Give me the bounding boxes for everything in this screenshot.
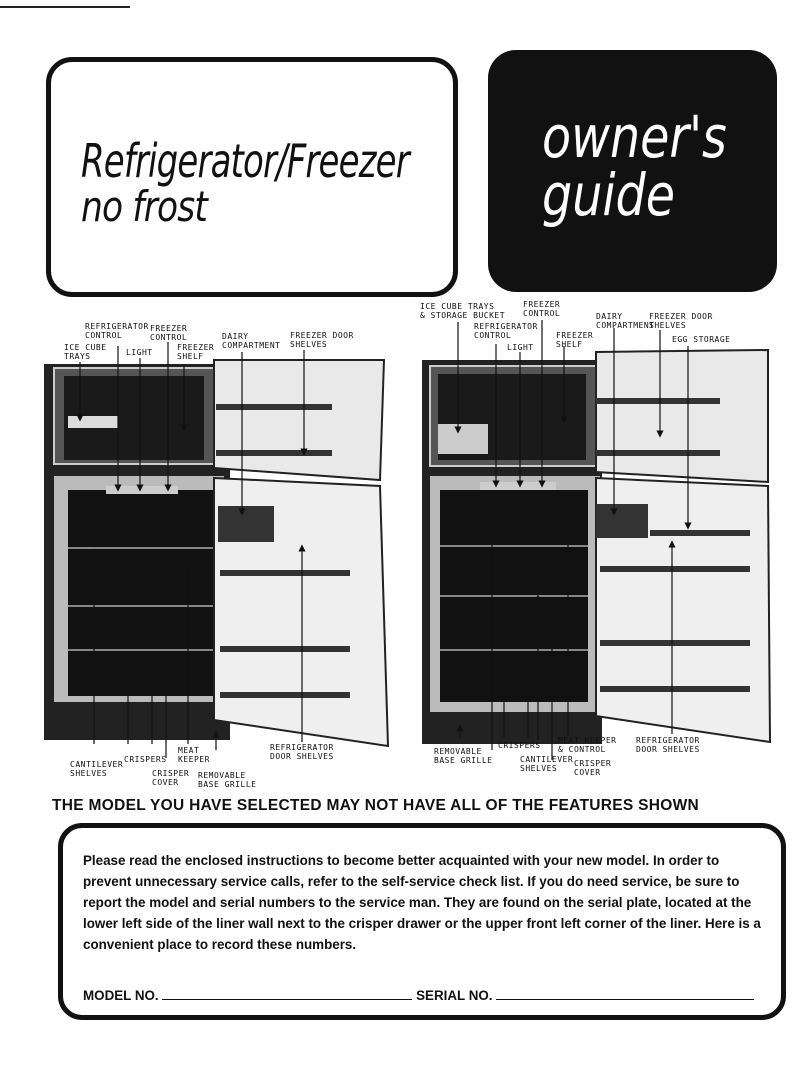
label-right-ice-cube-trays-bucket: ICE CUBE TRAYS & STORAGE BUCKET	[420, 302, 506, 320]
serial-number-label: SERIAL NO.	[416, 988, 493, 1003]
guide-line-2: guide	[542, 161, 676, 229]
label-left-cantilever-shelves: CANTILEVER SHELVES	[70, 760, 124, 778]
left-refrigerator-illustration	[44, 360, 388, 746]
label-left-meat-keeper: MEAT KEEPER	[178, 746, 210, 764]
info-paragraph: Please read the enclosed instructions to become better acquainted with your new model. In order to prevent unnecessary service calls, refer to the self-service check list. If you do need service, be sure to report the model and serial numbers to the service man. They are found on the serial plate, located at the lower left side of the liner wall next to the crisper drawer or the upper front left corner of the liner. Here is a convenient place to record these numbers.	[83, 853, 761, 952]
label-right-dairy-compartment: DAIRY COMPARTMENT	[596, 312, 655, 330]
label-right-freezer-control: FREEZER CONTROL	[523, 300, 561, 318]
label-right-removable-base-grille: REMOVABLE BASE GRILLE	[434, 747, 493, 765]
label-left-crispers: CRISPERS	[124, 755, 167, 764]
model-number-line[interactable]	[162, 998, 412, 1000]
label-right-refrigerator-door-shelves: REFRIGERATOR DOOR SHELVES	[636, 736, 700, 754]
top-rule	[0, 6, 130, 8]
title-box	[46, 57, 458, 297]
label-right-freezer-door-shelves: FREEZER DOOR SHELVES	[649, 312, 713, 330]
record-numbers-row	[83, 988, 754, 1003]
model-number-label: MODEL NO.	[83, 988, 159, 1003]
label-left-refrigerator-door-shelves: REFRIGERATOR DOOR SHELVES	[270, 743, 334, 761]
label-left-freezer-door-shelves: FREEZER DOOR SHELVES	[290, 331, 354, 349]
label-right-egg-storage: EGG STORAGE	[672, 335, 731, 344]
label-right-cantilever-shelves: CANTILEVER SHELVES	[520, 755, 574, 773]
owners-guide-box	[488, 50, 777, 292]
title-refrigerator-freezer: Refrigerator/Freezer	[81, 134, 409, 188]
label-left-ice-cube-trays: ICE CUBE TRAYS	[64, 343, 107, 361]
label-right-crispers: CRISPERS	[498, 741, 541, 750]
refrigerator-illustrations	[30, 300, 790, 790]
label-left-crisper-cover: CRISPER COVER	[152, 769, 190, 787]
label-right-refrigerator-control: REFRIGERATOR CONTROL	[474, 322, 538, 340]
label-left-dairy-compartment: DAIRY COMPARTMENT	[222, 332, 281, 350]
label-right-meat-keeper-control: MEAT KEEPER & CONTROL	[558, 736, 617, 754]
title-no-frost: no frost	[81, 182, 208, 231]
label-right-crisper-cover: CRISPER COVER	[574, 759, 612, 777]
features-notice: THE MODEL YOU HAVE SELECTED MAY NOT HAVE ALL OF THE FEATURES SHOWN	[52, 797, 700, 814]
label-right-freezer-shelf: FREEZER SHELF	[556, 331, 594, 349]
right-refrigerator-illustration	[422, 350, 770, 744]
refrigerator-diagrams	[30, 300, 790, 790]
label-left-freezer-control: FREEZER CONTROL	[150, 324, 188, 342]
guide-line-1: owner's	[542, 103, 727, 171]
label-left-removable-base-grille: REMOVABLE BASE GRILLE	[198, 771, 257, 789]
label-left-refrigerator-control: REFRIGERATOR CONTROL	[85, 322, 149, 340]
owners-guide-title	[542, 103, 727, 229]
serial-number-line[interactable]	[496, 998, 754, 1000]
label-left-freezer-shelf: FREEZER SHELF	[177, 343, 215, 361]
label-right-light: LIGHT	[507, 343, 534, 352]
label-left-light: LIGHT	[126, 348, 153, 357]
info-box	[58, 823, 786, 1020]
